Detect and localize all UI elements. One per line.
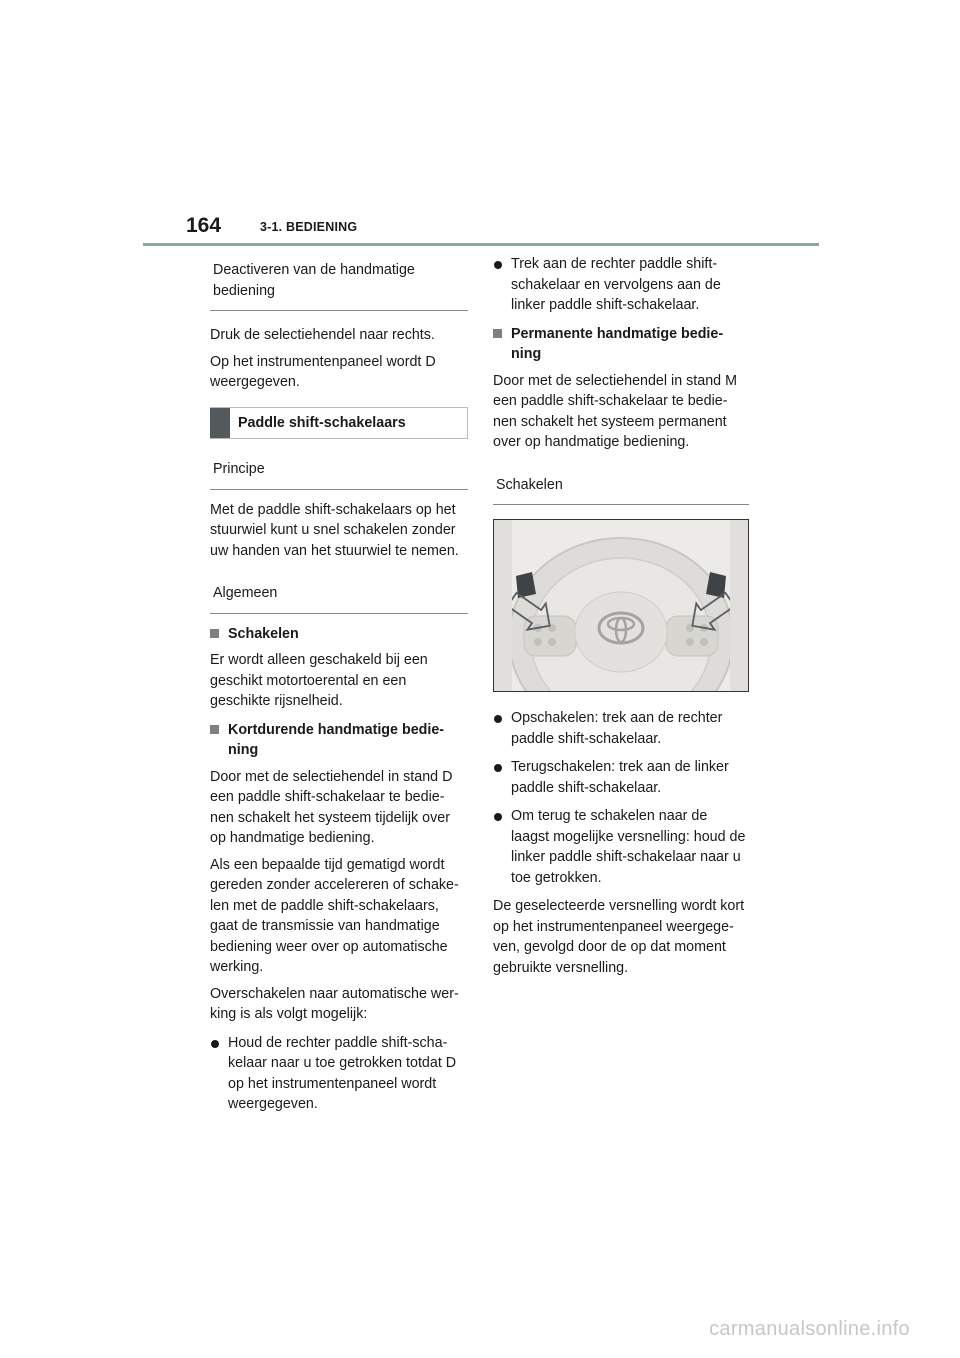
bullet-dot-icon [494,715,502,723]
shifting-paragraph: Er wordt alleen geschakeld bij een geschikt motortoerental en een geschikte rijsnelheid. [210,652,428,709]
permanent-heading-label: Permanente handmatige bedie-ning [511,325,724,362]
watermark: carmanualsonline.info [709,1318,910,1340]
shifting-heading [210,624,468,645]
press-right-paragraph: Druk de selectiehendel naar rechts. [210,327,435,343]
square-marker-icon [210,629,219,638]
paddle-heading-label: Paddle shift-schakelaars [238,414,406,431]
principle-paragraph: Met de paddle shift-schakelaars op het stuurwiel kunt u snel schakelen zonder uw handen van het stuurwiel te nemen. [210,501,459,559]
bullet-hold-right-text: Houd de rechter paddle shift-scha-kelaar naar u toe getrokken totdat D op het instrumentenpaneel wordt weergegeven. [228,1034,457,1112]
square-marker-icon [210,725,219,734]
bullet-dot-icon [211,1040,219,1048]
steering-wheel-illustration [494,520,748,691]
auto-return-paragraph: Als een bepaalde tijd gematigd wordt gereden zonder accelereren of schake-len met de paddle shift-schakelaars, gaat de transmissie van handmatige bediening weer over op automatische werking. [210,856,459,975]
short-manual-paragraph: Door met de selectiehendel in stand D een paddle shift-schakelaar te bedie-nen schakelt het systeem tijdelijk over op handmatige bediening. [210,768,453,846]
display-d-paragraph: Op het instrumentenpaneel wordt D weergegeven. [210,353,436,390]
bullet-dot-icon [494,813,502,821]
bullet-dot-icon [494,261,502,269]
bullet-lowest-gear-text: Om terug te schakelen naar de laagst mogelijke versnelling: houd de linker paddle shift-schakelaar naar u toe getrokken. [511,808,746,886]
heading-marker [210,408,230,439]
permanent-paragraph: Door met de selectiehendel in stand M een paddle shift-schakelaar te bedie-nen schakelt het systeem permanent over op handmatige bediening. [493,372,737,450]
section-header: 3-1. BEDIENING [260,220,358,234]
bullet-downshift-text: Terugschakelen: trek aan de linker paddle shift-schakelaar. [511,759,729,796]
bullet-pull-right-left [493,254,749,316]
steering-wheel-figure [493,519,749,692]
bullet-hold-right [210,1033,468,1115]
right-shifting-heading: Schakelen [493,467,749,506]
left-column [210,252,468,1123]
bullet-dot-icon [494,764,502,772]
gear-display-paragraph: De geselecteerde versnelling wordt kort op het instrumentenpaneel weergege-ven, gevolgd door de op dat moment gebruikte versnelling. [493,898,745,976]
permanent-heading [493,324,749,365]
switch-auto-paragraph: Overschakelen naar automatische wer-king is als volgt mogelijk: [210,985,459,1022]
right-column [493,252,749,984]
paddle-heading [210,407,468,440]
square-marker-icon [493,329,502,338]
shifting-heading-label: Schakelen [228,625,299,642]
principle-heading: Principe [210,451,468,490]
header-rule [143,243,819,246]
bullet-downshift [493,757,749,798]
page-number: 164 [186,214,222,237]
bullet-upshift-text: Opschakelen: trek aan de rechter paddle shift-schakelaar. [511,710,723,747]
bullet-upshift [493,708,749,749]
general-heading: Algemeen [210,575,468,614]
bullet-lowest-gear [493,806,749,888]
deactivate-heading: Deactiveren van de handmatige bediening [210,252,468,311]
bullet-pull-right-left-text: Trek aan de rechter paddle shift-schakelaar en vervolgens aan de linker paddle shift-schakelaar. [511,256,721,313]
short-manual-heading-label: Kortdurende handmatige bedie-ning [228,721,445,758]
short-manual-heading [210,720,468,761]
